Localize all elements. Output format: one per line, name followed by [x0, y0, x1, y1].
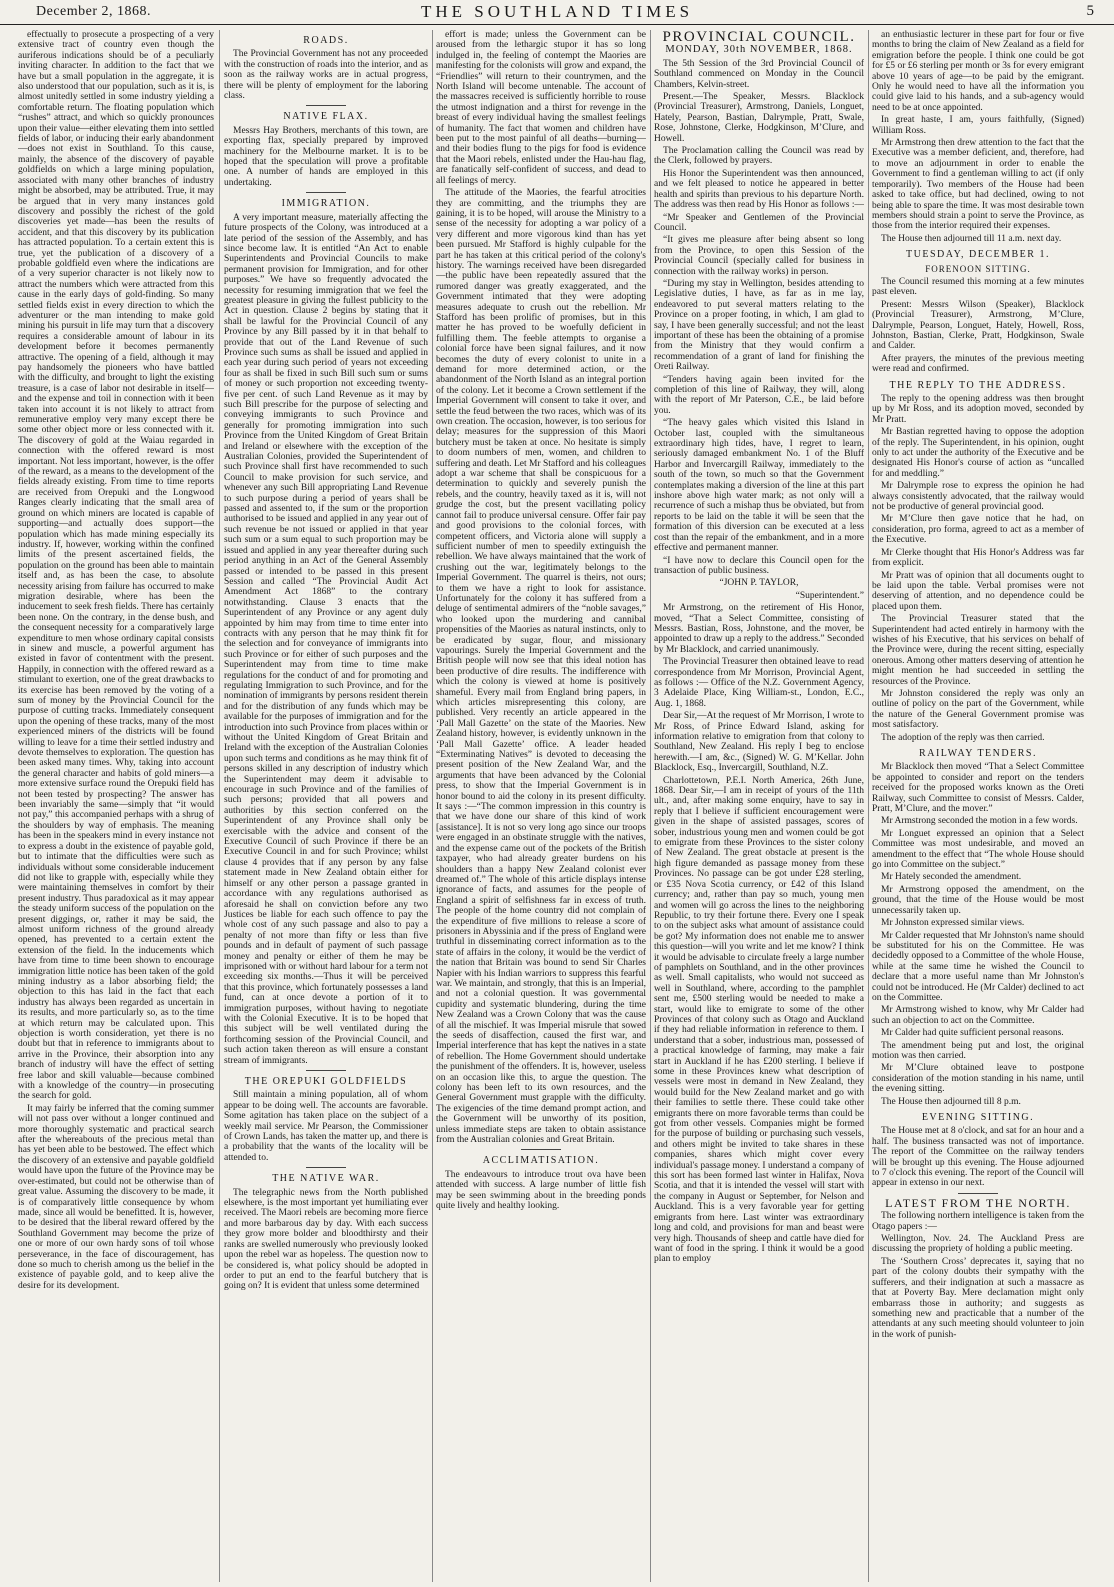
- column-rule: [868, 30, 869, 1582]
- orepuki-heading: THE OREPUKI GOLDFIELDS: [244, 1076, 408, 1087]
- article-paragraph: The Proclamation calling the Council was read by the Clerk, followed by prayers.: [654, 146, 864, 167]
- article-paragraph: Messrs Hay Brothers, merchants of this town, are exporting flax, specially prepared by improved machinery for the Melbourne market. It is to be hoped that the speculation will prove a profitable one. A number of hands are employed in this undertaking.: [224, 125, 428, 188]
- article-paragraph: Mr Armstrong seconded the motion in a few words.: [881, 816, 1078, 827]
- page-number: 5: [1086, 3, 1094, 19]
- article-paragraph: Mr Blacklock then moved “That a Select Committee be appointed to consider and report on the tenders received for the proposed works known as the Oreti Railway, such Committee to consist of Messrs. Calder, Pratt, M’Clure, and the mover.”: [872, 762, 1084, 815]
- article-paragraph: Present.—The Speaker, Messrs. Blacklock (Provincial Treasurer), Armstrong, Daniels, Longuet, Hately, Pearson, Bastian, Dalrymple, Pratt, Swale, Rose, Johnstone, Clerke, Hodgkinson, M’Clure, and Howell.: [654, 92, 864, 144]
- article-paragraph: The attitude of the Maories, the fearful atrocities they are committing, and the triumphs they are gaining, it is to be hoped, will arouse the Ministry to a sense of the necessity for adopting a war policy of a very different and more vigorous kind than has yet been pursued. Mr Stafford is highly culpable for the part he has taken at this critical period of the colony's history. The warnings received have been disregarded—the public have been repeatedly assured that the rumored danger was greatly exaggerated, and the Government intimated that they were adopting measures adequate to crush out the rebellion. Mr Stafford has been prolific of promises, but in this matter he has proved to be woefully deficient in fulfilling them. The feeble attempts to organise a colonial force have been signal failures, and it now becomes the duty of every colonist to unite in a demand for more determined action, or the abandonment of the North Island as an integral portion of the colony. Let it become a Crown settlement if the Imperial Government will consent to take it over, and settle the feud between the two races, which was of its own creation. The occasion, however, is too serious for delay; measures for the suppression of this Maori butchery must be taken at once. No hesitate is simply to doom numbers of men, women, and children to suffering and death. Let Mr Stafford and his colleagues adopt a war scheme that shall be conspicuous for a determination to quickly and severely punish the rebels, and the country, heavily taxed as it is, will not grudge the cost, but the present vacillating policy cannot fail to produce universal censure. Offer fair pay and good provisions to the colonial forces, with competent officers, and Victoria alone will supply a sufficient number of men to speedily extinguish the rebellion. We have always maintained that the work of crushing out the war, legitimately belongs to the Imperial Government. The quarrel is theirs, not ours; to them we have a right to look for assistance. Unfortunately for the colony it has suffered from a deluge of sentimental admirers of the “noble savages,” who looked upon the murdering and cannibal propensities of the Maories as natural instincts, only to be eradicated by sugar, flour, and missionary vapourings. Surely the Imperial Government and the British people will now see that this ideal notion has been productive of dire results. The indifference with which the colony is viewed at home is positively shameful. Every mail from England bring papers, in which articles misrepresenting this colony, are published. Very recently an article appeared in the ‘Pall Mall Gazette’ on the state of the Maories. New Zealand history, however, is evidently unknown in the ‘Pall Mall Gazette’ office. A leader headed “Exterminating Natives” is devoted to deceasing the present position of the New Zealand War, and the arguments that have been advanced by the Colonial press, to show that the Imperial Government is in honor bound to aid the colony in its present difficulty. It says :—“The common impression in this country is that we have done our share of this kind of work [assistance]. It is not so very long ago since our troops were engaged in an obstinate struggle with the natives, and the expense came out of the pockets of the British taxpayer, who had already greater burdens on his shoulders than a happy New Zealand colonist ever dreamed of.” The whole of this article displays intense ignorance of facts, and assumes for the people of England a spirit of selfishness far in excess of truth. The people of the home country did not complain of the expenditure of five millions to release a score of prisoners in Abyssinia and if the press of England were truthful in disseminating correct information as to the state of affairs in the colony, it would be the verdict of the nation that Britain was bound to send Sir Charles Napier with his Indian warriors to suppress this fearful war. We maintain, and strongly, that this is an Imperial, and not a colonial question. It was governmental cupidity and systematic blundering, during the time New Zealand was a Crown Colony that was the cause of all the mischief. It was Imperial misrule that sowed the seeds of disaffection, caused the first war, and Imperial interference that has kept the natives in a state of rebellion. The Home Government should undertake the punishment of the offenders. It is, however, useless on an occasion like this, to argue the question. The colony has been left to its own resources, and the General Government must grapple with the difficulty. The exigencies of the time demand prompt action, and the Government will be unworthy of its position, unless immediate steps are taken to obtain assistance from the Australian colonies and Great Britain.: [436, 188, 646, 1146]
- article-paragraph: Mr Hately seconded the amendment.: [881, 872, 1022, 883]
- article-paragraph: Mr Dalrymple rose to express the opinion he had always consistently advocated, that the railway would not be productive of general provincial good.: [872, 481, 1084, 513]
- article-paragraph: A very important measure, materially affecting the future prospects of the Colony, was introduced at a late period of the session of the Assembly, and has since become law. It is entitled “An Act to enable Superintendents and Provincial Councils to make permanent provision for Immigration, and for other purposes.” We have so frequently advocated the necessity for resuming immigration that we feel the greatest pleasure in giving the fullest publicity to the Act in question. Clause 2 begins by stating that it shall be lawful for the Provincial Council of any Province by any Bill passed by it in that behalf to provide that out of the Land Revenue of such Province such sums as shall be issued and applied in each year during such period of years not exceeding four as shall be fixed in such Bill such sum or sums of money or such proportion not exceeding twenty-five per cent. of such Land Revenue as it may by such Bill prescribe for the purpose of selecting and conveying immigrants to such Province and generally for promoting immigration into such Province from the United Kingdom of Great Britain and Ireland or elsewhere with the exception of the Australian Colonies, provided the Superintendent of such Province shall first have recommended to such Council to make provision for such service, and whenever any such Bill appropriating Land Revenue to such purpose during a period of years shall be passed and assented to, if the sum or the proportion authorised to be issued and applied in any year out of such revenue be not issued or applied in that year such sum or a sum equal to such proportion may be issued and applied in any year thereafter during such period anything in an Act of the General Assembly passed or intended to be passed in this present Session and called “The Provincial Audit Act Amendment Act 1868” to the contrary notwithstanding. Clause 3 enacts that the Superintendent of any Province or any agent duly appointed by him may from time to time enter into contracts with any person that he may think fit for the selection and for conveyance of immigrants into such Province or for either of such purposes and the Superintendent may from time to time make regulations for the conduct of and for promoting and regulating Immigration to such Province, and for the nomination of immigrants by persons resident therein and for the distribution of any funds which may be available for the purposes of immigration and for the introduction into such Province from places within or without the United Kingdom of Great Britain and Ireland with the exception of the Australian Colonies upon such terms and conditions as he may think fit of persons skilled in any description of industry which the Superintendent may deem it advisable to encourage in such Province and of the families of such persons; provided that all powers and authorities by this section conferred on the Superintendent of any Province shall only be exercisable with the advice and consent of the Executive Council of such Province if there be an Executive Council in and for such Province; whilst clause 4 provides that if any person by any false statement made in New Zealand obtain either for himself or any other person a passage granted in accordance with any regulations authorised as aforesaid he shall on conviction before any two Justices be liable for each such offence to pay the whole cost of any such passage and also to pay a penalty of not more than fifty or less than five pounds and in default of payment of such passage money and penalty or either of them he may be imprisoned with or without hard labour for a term not exceeding six months.—Thus it will be perceived that this province, which fortunately possesses a land fund, can at once devote a portion of it to immigration purposes, without having to negotiate with the Colonial Executive. It is to be hoped that this subject will be well ventilated during the forthcoming session of the Provincial Council, and such action taken thereon as will ensure a constant stream of immigrants.: [224, 212, 428, 1066]
- article-paragraph: effectually to prosecute a prospecting of a very extensive tract of country even though the auriferous indications should be of a peculiarly inviting character. In addition to the fact that we have but a small population in the aggregate, it is also understood that our population, such as it is, is almost unitedly settled in some industry yielding a comfortable return. The floating population which “rushes” attract, and which so quickly pronounces upon their value—either elevating them into settled fields of labor, or inducing their early abandonment—does not exist in Southland. To this cause, mainly, the absence of the discovery of payable goldfields on which a large mining population, associated with many other branches of industry might be absorbed, may be attributed. True, it may be argued that in very many instances gold discovery and possibly the richest of the gold discoveries yet made—has been the results of accident, and that this discovery by its publication has attracted population. To a certain extent this is true, yet the publication of a discovery of a probable goldfield even where the indications are of a very superior character is not likely now to attract the numbers which were attracted from this cause in the early days of gold-finding. So many settled fields exist in every direction to which the adventurer or the man intending to make gold mining his pursuit in life may turn that a discovery requires a considerable amount of labour in its development before it becomes permanently attractive. The opening of a field, although it may pay handsomely the pioneers who have battled with the difficulty, and brought to light the existing treasure, is a case of labor not desirable in itself—and the expense and toil in connection with it been taken into account it is not likely to attract from remunerative employ very many except there be some other object more or less connected with it. The discovery of gold at the Waiau regarded in connection with the offered reward is most important. Not less important, however, is the offer of the reward, as a means to the development of the fields already existing. From time to time reports are received from Orepuki and the Longwood Ranges clearly indicating that the small area of ground on which miners are located is capable of supporting—and actually does support—the population which has made mining especially its industry. If, however, working within the confined limits of the present ascertained fields, the population on the ground has been able to maintain itself and, as has been the case, to absolute necessity arising from failure has occurred to make migration desirable, where has been the inducement to seek fresh fields. There has certainly been none. On the contrary, in the dense bush, and the consequent necessity for a comparatively large expenditure to men whose ordinary capital consists in sinew and muscle, a powerful argument has existed in favor of contentment with the present. Happily, in connection with the offered reward as a stimulant to exertion, one of the great drawbacks to its exercise has been removed by the voting of a sum of money by the Provincial Council for the purpose of cutting tracks. Immediately consequent upon the opening of these tracks, many of the most experienced miners of the districts will be found willing to leave for a time their settled industry and devote themselves to exploration. The question has been asked many times. Why, taking into account the general character and habits of gold miners—a more extensive surface round the Orepuki field has not been tested by prospecting? The answer has been invariably the same—simply that “it would not pay,” this accompanied perhaps with a shrug of the shoulders by way of emphasis. The meaning has been in the speakers mind in every instance not to express a doubt in the existence of payable gold, but to intimate that the difficulties were such as individuals without some considerable inducement did not like to grapple with, especially while they were maintaining themselves in comfort by their present industry. Thus paradoxical as it may appear the steady uniform success of the population on the present diggings, or, rather it may be said, the almost uniform richness of the ground already opened, has prevented to a certain extent the extension of the field. In the inducements which have from time to time been shown to encourage immigration little notice has been taken of the gold mining industry as a labor absorbing field; the objection to this has laid in the fact that each industry has always been regarded as uncertain in its results, and more particularly so, as to the time at which return may be calculated upon. This objection is worth consideration, yet there is no doubt but that in reference to immigrants about to arrive in the Province, their absorption into any branch of industry will have the effect of setting free labor and skill valuable—because combined with a knowledge of the country—in prosecuting the search for gold.: [18, 30, 214, 1102]
- session-date: MONDAY, 30th NOVEMBER, 1868.: [665, 44, 853, 56]
- article-paragraph: Mr Longuet expressed an opinion that a Select Committee was most undesirable, and moved an amendment to the effect that “The whole House should go into Committee on the subject.”: [872, 828, 1084, 871]
- provincial-council-heading: PROVINCIAL COUNCIL.: [662, 30, 856, 45]
- article-paragraph: Mr Armstrong then drew attention to the fact that the Executive was a member deficient, and, therefore, had to move an adjournment in order to enable the Government to find a gentleman willing to act (if only temporarily). Two members of the House had been asked to take office, but had declined, owing to not being able to spare the time. It was most desirable town members should strain a point to serve the Province, as those from the interior required their expenses.: [872, 138, 1084, 232]
- article-paragraph: Mr M’Clure then gave notice that he had, on consideration, pro forma, agreed to act as a member of the Executive.: [872, 514, 1084, 546]
- article-paragraph: The 5th Session of the 3rd Provincial Council of Southland commenced on Monday in the Council Chambers, Kelvin-street.: [654, 58, 864, 90]
- divider: [306, 1167, 346, 1168]
- article-paragraph: The ‘Southern Cross’ deprecates it, saying that no part of the colony doubts their sympathy with the sufferers, and their indignation at such a massacre as that at Poverty Bay. Mere declamation might only embarrass those in authority; and suggests as something new and practicable that a number of the attendants at any such meeting should volunteer to join in the work of punish-: [872, 1256, 1084, 1340]
- railway-tenders-heading: RAILWAY TENDERS.: [919, 748, 1037, 759]
- divider: [521, 1149, 561, 1150]
- divider: [958, 1193, 998, 1194]
- article-paragraph: In great haste, I am, yours faithfully, (Signed) William Ross.: [872, 115, 1084, 136]
- article-paragraph: After prayers, the minutes of the previous meeting were read and confirmed.: [872, 353, 1084, 375]
- roads-heading: ROADS.: [303, 35, 349, 46]
- signature-name: “JOHN P. TAYLOR,: [719, 578, 799, 589]
- newspaper-title: THE SOUTHLAND TIMES: [420, 2, 694, 21]
- article-paragraph: Mr Johnston considered the reply was only an outline of policy on the part of the Government, while the nature of the General Government promise was most satisfactory.: [872, 688, 1084, 731]
- article-paragraph: The telegraphic news from the North published elsewhere, is the most important yet humiliating ever received. The Maori rebels are becoming more fierce and more barbarous day by day. With each success they grow more bolder and bloodthirsty and their ranks are swelled numerously who previously looked upon the rebel war as hopeless. The question now to be considered is, what policy should be adopted in order to put an end to the fearful butchery that is going on? It is evident that unless some determined: [224, 1187, 428, 1292]
- signature-title: “Superintendent.”: [795, 590, 864, 601]
- article-paragraph: Mr Armstrong opposed the amendment, on the ground, that the time of the House would be most unnecessarily taken up.: [872, 884, 1084, 916]
- article-paragraph: Wellington, Nov. 24. The Auckland Press are discussing the propriety of holding a public meeting.: [872, 1234, 1084, 1255]
- divider: [306, 192, 346, 193]
- article-paragraph: It may fairly be inferred that the coming summer will not pass over without a longer continued and more thoroughly systematic and practical search after the whereabouts of the precious metal than has yet been able to be bestowed. The effect which the discovery of an extensive and payable goldfield would have upon the future of the Province may be over-estimated, but could not be otherwise than of great value. Assuming the discovery to be made, it is of comparatively little consequence by whom made, since all would be benefitted. It is, however, to be desired that the liberal reward offered by the Southland Government may become the prize of one or more of our own hardy sons of toil whose perseverance, in the face of discouragement, has done so much to cherish among us the belief in the existence of payable gold, and to keep alive the desire for its development.: [18, 1103, 214, 1291]
- article-paragraph: Mr Armstrong, on the retirement of His Honor, moved, “That a Select Committee, consisting of Messrs. Bastian, Ross, Johnstone, and the mover, be appointed to draw up a reply to the address.” Seconded by Mr Blacklock, and carried unanimously.: [654, 603, 864, 655]
- native-war-heading: THE NATIVE WAR.: [272, 1173, 380, 1185]
- article-paragraph: Mr Clerke thought that His Honor's Address was far from explicit.: [872, 547, 1084, 569]
- article-paragraph: The reply to the opening address was then brought up by Mr Ross, and its adoption moved, seconded by Mr Pratt.: [872, 394, 1084, 425]
- article-paragraph: The adoption of the reply was then carried.: [881, 732, 1045, 743]
- article-paragraph: Dear Sir,—At the request of Mr Morrison, I wrote to Mr Ross, of Prince Edward Island, asking for information relative to emigration from that colony to Southland, New Zealand. His reply I beg to enclose herewith.—I am, &c., (Signed) W. G. M’Kellar. John Blacklock, Esq., Invercargill, Southland, N.Z.: [654, 711, 864, 774]
- reply-heading: THE REPLY TO THE ADDRESS.: [889, 379, 1067, 391]
- article-paragraph: Mr Calder had quite sufficient personal reasons.: [881, 1028, 1064, 1039]
- article-paragraph: The endeavours to introduce trout ova have been attended with success. A large number of little fish may be seen swimming about in the breeding ponds quite lively and healthy looking.: [436, 1169, 646, 1212]
- column-rule: [219, 30, 220, 1582]
- article-paragraph: Mr Armstrong wished to know, why Mr Calder had such an objection to act on the Committee.: [872, 1005, 1084, 1026]
- divider: [306, 1070, 346, 1071]
- article-paragraph: “It gives me pleasure after being absent so long from the Province, to open this Session of the Provincial Council (specially called for business in connection with the railway works) in person.: [654, 235, 864, 277]
- article-paragraph: The House met at 8 o'clock, and sat for an hour and a half. The business transacted was not of importance. The report of the Committee on the railway tenders will be brought up this evening. The House adjourned to 7 o'clock this evening. The report of the Council will appear in extenso in our next.: [872, 1126, 1084, 1189]
- article-paragraph: Present: Messrs Wilson (Speaker), Blacklock (Provincial Treasurer), Armstrong, M’Clure, Dalrymple, Pearson, Longuet, Hately, Howell, Ross, Johnston, Bastian, Clerke, Pratt, Hodgkinson, Swale and Calder.: [872, 299, 1084, 352]
- article-paragraph: The House then adjourned till 11 a.m. next day.: [881, 233, 1062, 244]
- column-4: [654, 30, 864, 1582]
- article-paragraph: Mr M’Clure obtained leave to postpone consideration of the motion standing in his name, until the evening sitting.: [872, 1063, 1084, 1095]
- article-paragraph: The Provincial Government has not any proceeded with the construction of roads into the interior, and as soon as the railway works are in actual progress, there will be plenty of employment for the laboring class.: [224, 49, 428, 102]
- article-paragraph: The following northern intelligence is taken from the Otago papers :—: [872, 1211, 1084, 1232]
- column-rule: [432, 30, 433, 1582]
- immigration-heading: IMMIGRATION.: [281, 198, 371, 210]
- article-paragraph: Mr Pratt was of opinion that all documents ought to be laid upon the table. Verbal promises were not deserving of attention, and no dependence could be placed upon them.: [872, 570, 1084, 612]
- article-paragraph: an enthusiastic lecturer in these part for four or five months to bring the claim of New Zealand as a field for emigration before the people. I think one could be got for £5 or £6 sterling per month or 3s for every emigrant above 10 years of age—to be paid by the emigrant. Only he would need to have all the information you could give laid to his hands, and a sub-agency would need to be at once appointed.: [872, 30, 1084, 113]
- article-paragraph: Mr Bastian regretted having to oppose the adoption of the reply. The Superintendent, in his opinion, ought only to act under the authority of the Executive and be designated His Honor's course of action as “uncalled for and meddling.”: [872, 427, 1084, 479]
- article-paragraph: The Provincial Treasurer then obtained leave to read correspondence from Mr Morrison, Provincial Agent, as follows :— Office of the N.Z. Government Agency, 3 Adelaide Place, King William-st., London, E.C., Aug. 1, 1868.: [654, 657, 864, 709]
- divider: [306, 105, 346, 106]
- article-paragraph: His Honor the Superintendent was then announced, and we felt pleased to notice he appeared in better health and spirits than previous to his departure North. The address was then read by His Honor as follows :—: [654, 168, 864, 211]
- article-paragraph: The amendment being put and lost, the original motion was then carried.: [872, 1040, 1084, 1061]
- acclimatisation-heading: ACCLIMATISATION.: [482, 1155, 600, 1167]
- issue-date: December 2, 1868.: [36, 4, 152, 19]
- evening-sitting-heading: EVENING SITTING.: [921, 1112, 1035, 1123]
- article-paragraph: The House then adjourned till 8 p.m.: [881, 1096, 1021, 1107]
- column-2: [224, 30, 428, 1582]
- column-rule: [650, 30, 651, 1582]
- article-paragraph: Mr Johnston expressed similar views.: [881, 918, 1025, 929]
- column-3: [436, 30, 646, 1582]
- article-paragraph: Charlottetown, P.E.I. North America, 26th June, 1868. Dear Sir,—I am in receipt of yours of the 11th ult., and, after making some enquiry, have to say in reply that I believe if sufficient encouragement were given in the shape of assisted passages, scores of sober, industrious young men and women could be got to emigrate from these Provinces to the sister colony of New Zealand. The great obstacle at present is the high figure demanded as passage money from these Provinces. No passage can be got under £28 sterling, or £35 Nova Scotia currency, or £42 of this Island currency; and, rather than pay so much, young men and women will go across the lines to the neighboring Republic, to try their fortune there. Every one I speak to on the subject asks what amount of assistance could be got? My information does not enable me to answer this question—will you write and let me know? I think it would be advisable to circulate freely a large number of pamphlets on Southland, and in the other provinces as well. Small capitalists, who would not succeed as well in Southland, where, according to the pamphlet sent me, £500 sterling would be needed to make a start, would like to emigrate to some of the other Provinces of that colony such as Otago and Auckland if they had reliable information in reference to them. I understand that a sober, industrious man, possessed of a practical knowledge of farming, may make a fair start in Auckland if he has £200 sterling. I believe if some in these Provinces knew what description of vessels were most in demand in New Zealand, they would build for the New Zealand market and go with their families to settle there. These could take other emigrants there on more favorable terms than could be got from other vessels. Companies might be formed for the purpose of building or purchasing such vessels, and others might be invited to take shares in these companies, shares which might cover every individual's passage money. I understand a company of this sort has been formed last winter in Halifax, Nova Scotia, and that it is intended the vessel will start with the company in August or September, for Nelson and Auckland. This is a very favorable year for getting emigrants from here. Last winter was extraordinary long and cold, and provisions for man and beast were very high. Thousands of sheep and cattle have died for want of food in the spring. I think it would be a good plan to employ: [654, 775, 864, 1265]
- article-paragraph: “During my stay in Wellington, besides attending to Legislative duties, I have, as far as in me lay, endeavored to put several matters relating to the Province on a proper footing, in which, I am glad to say, I have been generally successful; and not the least important of these has been the obtaining of a promise from the Ministry that they would confirm a recommendation of a grant of land for finishing the Oreti Railway.: [654, 278, 864, 373]
- latest-from-north-heading: LATEST FROM THE NORTH.: [885, 1195, 1071, 1210]
- masthead: [0, 0, 1114, 25]
- article-paragraph: effort is made; unless the Government can be aroused from the lethargic stupor it has so long indulged in, the feeling of contempt the Maories are manifesting for the colonists will grow and expand, the “Friendlies” will return to their countrymen, and the North Island will become untenable. The account of the massacres received is sufficiently horrible to rouse the utmost indignation and a thirst for revenge in the breast of every individual having the smallest feelings of humanity. The fact that women and children have been put to the most painful of all deaths—burning—and their bodies flung to the pigs for food is evidence that the Maori rebels, enlisted under the Hau-hau flag, are fanatically self-confident of success, and dead to all feelings of mercy.: [436, 30, 646, 186]
- article-paragraph: Still maintain a mining population, all of whom appear to be doing well. The accounts are favorable. Some agitation has taken place on the subject of a weekly mail service. Mr Pearson, the Commissioner of Crown Lands, has taken the matter up, and there is a probability that the wants of the locality will be attended to.: [224, 1090, 428, 1163]
- article-paragraph: “Tenders having again been invited for the completion of this line of Railway, they will, along with the report of Mr Paterson, C.E., be laid before you.: [654, 374, 864, 416]
- article-paragraph: The Provincial Treasurer stated that the Superintendent had acted entirely in harmony with the wishes of his Executive, that his services on behalf of the Province were, during the recent sitting, especially onerous. Among other matters deserving of attention he might mention he had succeeded in settling the resources of the Province.: [872, 614, 1084, 687]
- native-flax-heading: NATIVE FLAX.: [283, 111, 369, 123]
- article-paragraph: “Mr Speaker and Gentlemen of the Provincial Council.: [654, 212, 864, 233]
- article-paragraph: “I have now to declare this Council open for the transaction of public business.: [654, 555, 864, 576]
- article-paragraph: “The heavy gales which visited this Island in October last, coupled with the simultaneous extraordinary high tides, have, I regret to learn, seriously damaged embankment No. 1 of the Bluff Harbor and Invercargill Railway, immediately to the south of the town, so much so that the Government contemplates making a diversion of the line at this part inshore above high water mark; as not only will a recurrence of such a mishap thus be obviated, but from reports to be laid on the table it will be seen that the formation of this diversion can be executed at a less cost than the repair of the embankment, and in a more effective and permanent manner.: [654, 418, 864, 554]
- column-1: [18, 30, 214, 1582]
- forenoon-subheading: FORENOON SITTING.: [925, 263, 1031, 274]
- article-paragraph: Mr Calder requested that Mr Johnston's name should be substituted for his on the Committee. He was decidedly opposed to a Committee of the whole House, while at the same time he wished the Council to declare that a more useful name than Mr Johnston's could not be introduced. He (Mr Calder) declined to act on the Committee.: [872, 930, 1084, 1003]
- article-paragraph: The Council resumed this morning at a few minutes past eleven.: [872, 276, 1084, 298]
- tuesday-heading: TUESDAY, DECEMBER 1.: [906, 249, 1050, 261]
- column-5: [872, 30, 1084, 1582]
